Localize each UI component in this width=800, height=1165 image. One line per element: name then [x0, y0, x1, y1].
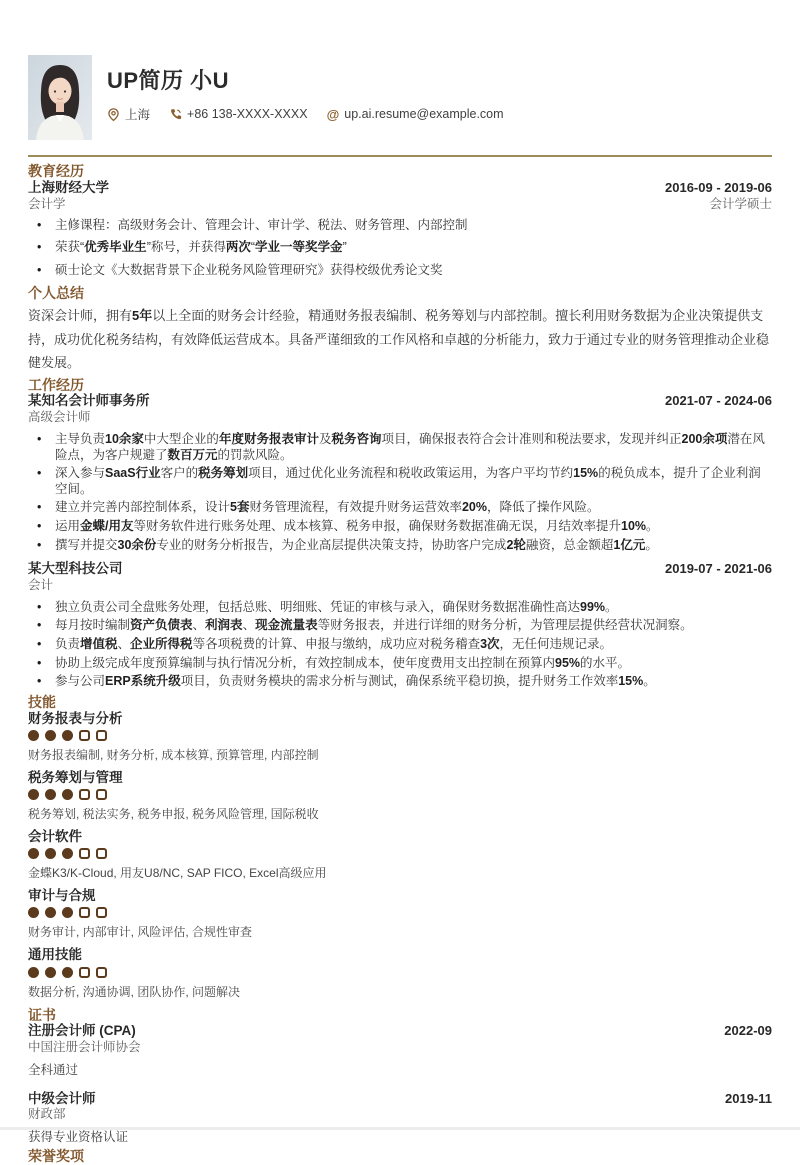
skill-dot-filled: [62, 967, 73, 978]
work-entry: [28, 561, 772, 690]
education-section-title: 教育经历: [28, 163, 84, 179]
skills-section-title: 技能: [28, 693, 56, 710]
skill-dot-empty: [79, 730, 90, 741]
section-work: [28, 377, 772, 690]
skill-dot-filled: [28, 789, 39, 800]
skill-dot-empty: [79, 789, 90, 800]
work-bullet: • 撰写并提交30余份专业的财务分析报告，为企业高层提供决策支持，协助客户完成2轮融资，总金额超1亿元。: [28, 538, 772, 554]
skill-dot-empty: [79, 907, 90, 918]
work-date: 2019-07 - 2021-06: [665, 561, 772, 577]
section-skills: [28, 694, 772, 1000]
skill-keywords: 财务审计, 内部审计, 风险评估, 合规性审查: [28, 925, 253, 940]
skill-dot-filled: [62, 848, 73, 859]
skill-name: 会计软件: [28, 829, 82, 845]
work-section-title: 工作经历: [28, 376, 84, 393]
skill-item: [28, 770, 772, 822]
summary-text: 资深会计师，拥有5年以上全面的财务会计经验，精通财务报表编制、税务筹划与内部控制。擅长利用财务数据为企业决策提供支持，成功优化税务结构，有效降低运营成本。具备严谨细致的工作风格和卓越的分析能力，致力于通过专业的财务管理推动企业稳健发展。: [28, 308, 770, 371]
skill-dot-filled: [28, 907, 39, 918]
profile-photo: [28, 55, 92, 140]
skill-dot-filled: [28, 848, 39, 859]
person-name: UP简历 小U: [107, 68, 230, 93]
work-bullet: • 独立负责公司全盘账务处理，包括总账、明细账、凭证的审核与录入，确保财务数据准确性高达99%。: [28, 600, 772, 616]
location-icon: [107, 108, 120, 121]
portrait-illustration: [28, 55, 92, 140]
work-bullet: • 建立并完善内部控制体系，设计5套财务管理流程，有效提升财务运营效率20%，降低了操作风险。: [28, 500, 772, 516]
contact-phone: [169, 107, 308, 121]
skill-keywords: 金蝶K3/K-Cloud, 用友U8/NC, SAP FICO, Excel高级应用: [28, 866, 327, 881]
work-date: 2021-07 - 2024-06: [665, 393, 772, 409]
certificate-issuer: 财政部: [28, 1107, 66, 1122]
skill-item: [28, 888, 772, 940]
contact-location: [107, 105, 150, 123]
certificate-issuer: 中国注册会计师协会: [28, 1040, 141, 1055]
skill-dot-empty: [96, 907, 107, 918]
skill-keywords: 税务筹划, 税法实务, 税务申报, 税务风险管理, 国际税收: [28, 807, 319, 822]
work-bullet: • 协助上级完成年度预算编制与执行情况分析，有效控制成本，使年度费用支出控制在预算内95%的水平。: [28, 656, 772, 672]
skill-name: 审计与合规: [28, 888, 96, 904]
section-education: [28, 163, 772, 278]
job-title: 高级会计师: [28, 410, 91, 425]
work-bullets: [28, 600, 772, 690]
skill-level-dots: [28, 848, 772, 859]
certificate-name: 注册会计师 (CPA): [28, 1023, 136, 1039]
section-certificates: [28, 1007, 772, 1146]
skill-level-dots: [28, 907, 772, 918]
certificate-description: 获得专业资格认证: [28, 1130, 129, 1145]
education-degree: 会计学硕士: [709, 196, 772, 211]
skill-dot-filled: [62, 789, 73, 800]
honors-section-title: 荣誉奖项: [28, 1147, 84, 1164]
job-title: 会计: [28, 578, 54, 593]
section-summary: [28, 285, 772, 375]
skill-level-dots: [28, 789, 772, 800]
skill-dot-filled: [45, 730, 56, 741]
skill-dot-filled: [45, 907, 56, 918]
email-icon: @: [326, 106, 340, 122]
skill-keywords: 数据分析, 沟通协调, 团队协作, 问题解决: [28, 984, 241, 999]
certificate-date: 2022-09: [724, 1023, 772, 1039]
certificate-item: [28, 1091, 772, 1146]
skill-dot-empty: [96, 730, 107, 741]
phone-icon: [169, 108, 182, 121]
section-honors: [28, 1148, 772, 1165]
skill-dot-filled: [62, 907, 73, 918]
skill-dot-filled: [28, 730, 39, 741]
skill-keywords: 财务报表编制, 财务分析, 成本核算, 预算管理, 内部控制: [28, 747, 319, 762]
skill-dot-empty: [96, 848, 107, 859]
skill-dot-empty: [79, 967, 90, 978]
skill-item: [28, 947, 772, 999]
skill-item: [28, 711, 772, 763]
education-bullets: [28, 218, 772, 278]
education-bullet: • 主修课程：高级财务会计、管理会计、审计学、税法、财务管理、内部控制: [28, 218, 772, 234]
education-bullet: • 荣获“优秀毕业生”称号，并获得两次“学业一等奖学金”: [28, 240, 772, 256]
skill-dot-filled: [45, 967, 56, 978]
work-bullet: • 每月按时编制资产负债表、利润表、现金流量表等财务报表，并进行详细的财务分析，为管理层提供经营状况洞察。: [28, 618, 772, 634]
certificate-description: 全科通过: [28, 1062, 79, 1077]
work-bullet: • 运用金蝶/用友等财务软件进行账务处理、成本核算、税务申报，确保财务数据准确无误，月结效率提升10%。: [28, 519, 772, 535]
work-bullet: • 主导负责10余家中大型企业的年度财务报表审计及税务咨询项目，确保报表符合会计准则和税法要求，发现并纠正200余项潜在风险点，为客户规避了数百万元的罚款风险。: [28, 432, 772, 463]
education-entry: [28, 180, 772, 278]
education-major: 会计学: [28, 196, 66, 211]
certificate-item: [28, 1023, 772, 1078]
work-entry: [28, 393, 772, 553]
skill-dot-empty: [79, 848, 90, 859]
school-name: 上海财经大学: [28, 179, 109, 195]
contact-phone-text: +86 138-XXXX-XXXX: [187, 107, 308, 122]
skill-dot-filled: [45, 848, 56, 859]
skill-name: 税务筹划与管理: [28, 769, 123, 785]
skill-item: [28, 829, 772, 881]
identity-block: [107, 55, 504, 123]
skill-name: 财务报表与分析: [28, 710, 123, 726]
certificate-name: 中级会计师: [28, 1090, 96, 1106]
certificate-date: 2019-11: [725, 1090, 772, 1106]
contact-email: [327, 107, 504, 121]
company-name: 某知名会计师事务所: [28, 393, 150, 409]
education-date: 2016-09 - 2019-06: [665, 179, 772, 195]
contact-location-text: 上海: [125, 108, 151, 123]
work-bullet: • 参与公司ERP系统升级项目，负责财务模块的需求分析与测试，确保系统平稳切换，提升财务工作效率15%。: [28, 674, 772, 690]
skill-level-dots: [28, 967, 772, 978]
skill-dot-filled: [45, 789, 56, 800]
summary-section-title: 个人总结: [28, 284, 84, 301]
work-bullet: • 负责增值税、企业所得税等各项税费的计算、申报与缴纳，成功应对税务稽查3次，无任何违规记录。: [28, 637, 772, 653]
skill-name: 通用技能: [28, 947, 82, 963]
certificates-section-title: 证书: [28, 1006, 56, 1023]
header-divider: [28, 155, 772, 157]
work-bullets: [28, 432, 772, 553]
skill-dot-filled: [62, 730, 73, 741]
contact-row: [107, 105, 504, 123]
contact-email-text: up.ai.resume@example.com: [344, 107, 504, 122]
skill-dot-empty: [96, 967, 107, 978]
work-bullet: • 深入参与SaaS行业客户的税务筹划项目，通过优化业务流程和税收政策运用，为客户平均节约15%的税负成本，提升了企业利润空间。: [28, 466, 772, 497]
education-bullet: • 硕士论文《大数据背景下企业税务风险管理研究》获得校级优秀论文奖: [28, 263, 772, 279]
skill-level-dots: [28, 730, 772, 741]
resume-header: [28, 55, 772, 140]
skill-dot-filled: [28, 967, 39, 978]
skill-dot-empty: [96, 789, 107, 800]
company-name: 某大型科技公司: [28, 561, 123, 577]
